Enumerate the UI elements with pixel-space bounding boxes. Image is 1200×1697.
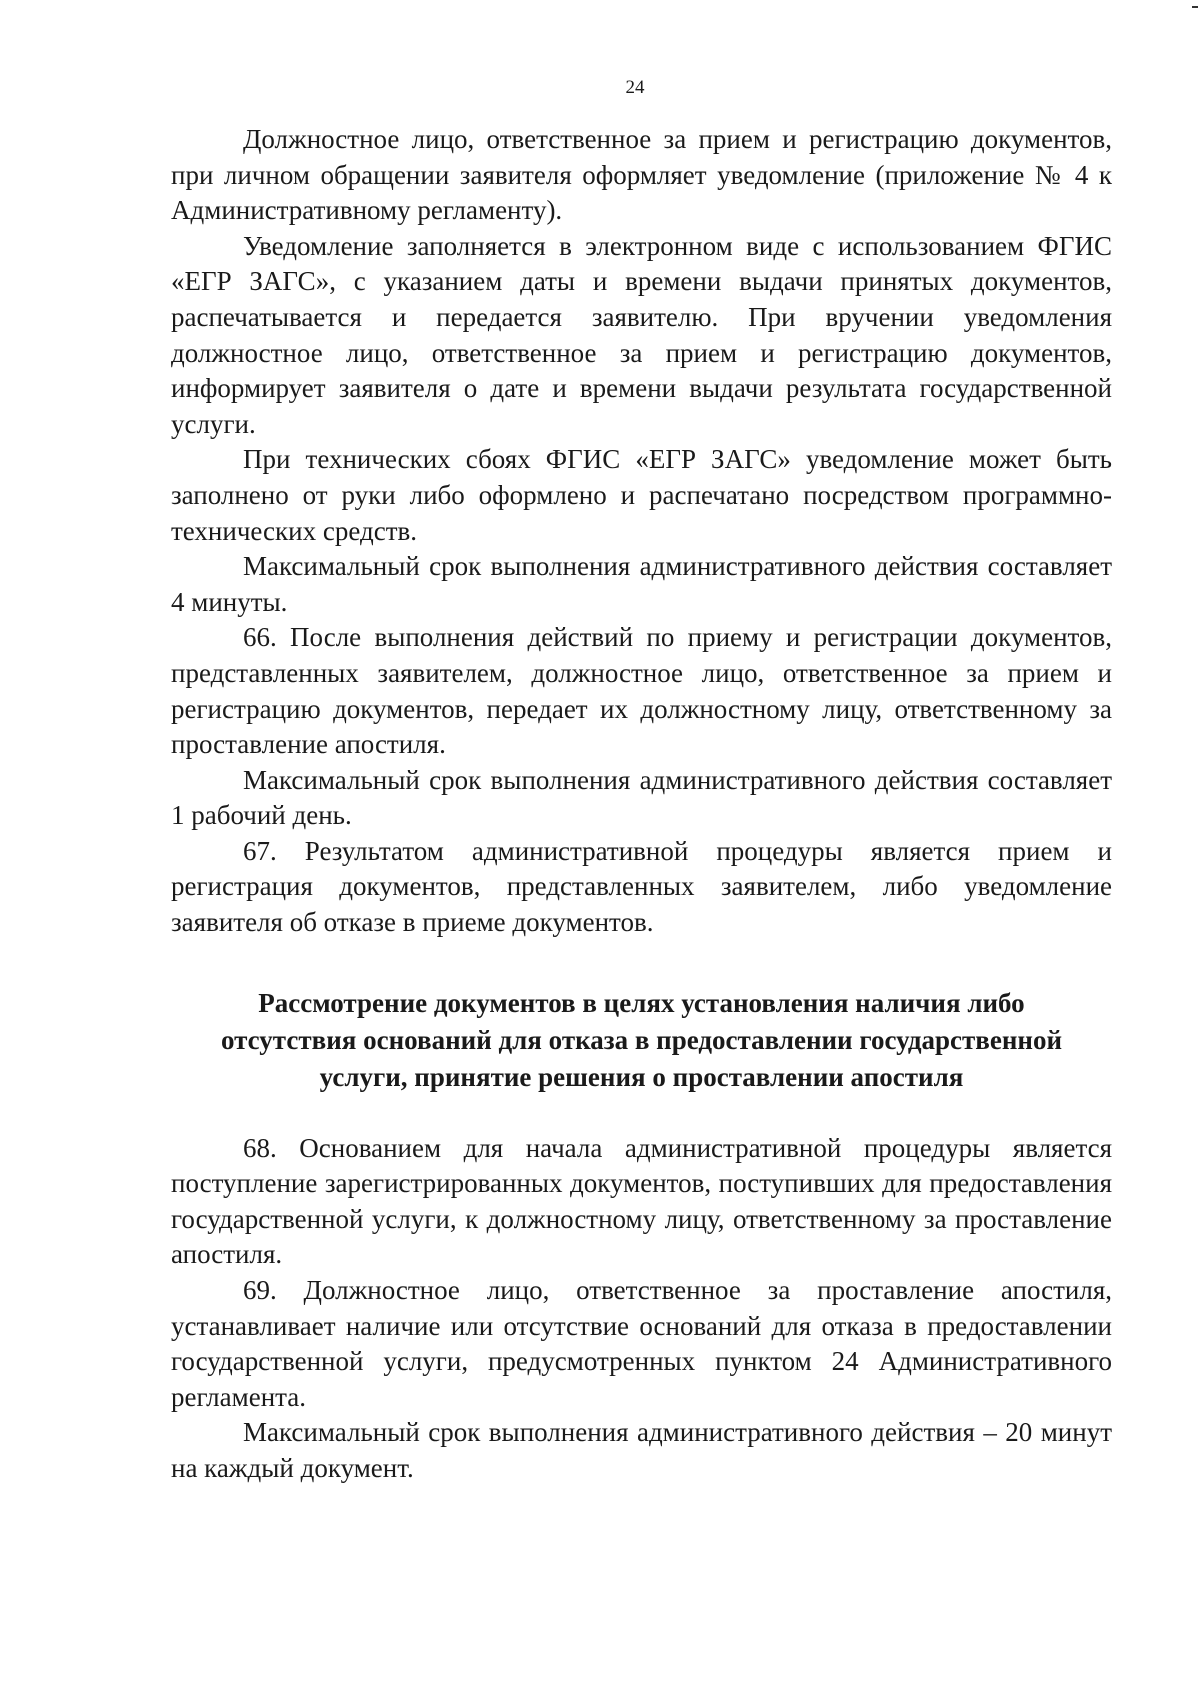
document-body <box>171 122 1112 1487</box>
paragraph-item-66: 66. После выполнения действий по приему и регистрации документов, представленных заявителем, должностное лицо, ответственное за прием и регистрацию документов, передает их должностному лицу, ответственному за проставление апостиля. <box>171 622 1112 760</box>
paragraph-max-time-1-day: Максимальный срок выполнения административного действия составляет 1 рабочий день. <box>171 764 1112 831</box>
section-heading <box>171 985 1112 1096</box>
paragraph-technical-failures: При технических сбоях ФГИС «ЕГР ЗАГС» уведомление может быть заполнено от руки либо оформлено и распечатано посредством программно-технических средств. <box>171 444 1112 546</box>
paragraph-notification-issuance: Должностное лицо, ответственное за прием и регистрацию документов, при личном обращении заявителя оформляет уведомление (приложение № 4 к Административному регламенту). <box>171 124 1112 226</box>
scan-artifact-mark <box>1192 6 1198 8</box>
section-heading-line-2: отсутствия оснований для отказа в предоставлении государственной <box>220 1024 1063 1055</box>
paragraph-max-time-20-minutes: Максимальный срок выполнения административного действия – 20 минут на каждый документ. <box>171 1417 1112 1483</box>
paragraph-item-69: 69. Должностное лицо, ответственное за проставление апостиля, устанавливает наличие или отсутствие оснований для отказа в предоставлении государственной услуги, предусмотренных пунктом 24 Административного регламента. <box>171 1275 1112 1412</box>
paragraph-item-67: 67. Результатом административной процедуры является прием и регистрация документов, представленных заявителем, либо уведомление заявителя об отказе в приеме документов. <box>171 835 1112 938</box>
paragraph-notification-filling: Уведомление заполняется в электронном виде с использованием ФГИС «ЕГР ЗАГС», с указанием даты и времени выдачи принятых документов, распечатывается и передается заявителю. При вручении уведомления должностное лицо, ответственное за прием и регистрацию документов, информирует заявителя о дате и времени выдачи результата государственной услуги. <box>171 230 1112 439</box>
paragraph-item-68: 68. Основанием для начала административной процедуры является поступление зарегистрированных документов, поступивших для предоставления государственной услуги, к должностному лицу, ответственному за проставление апостиля. <box>171 1132 1112 1270</box>
paragraph-max-time-4-minutes: Максимальный срок выполнения административного действия составляет 4 минуты. <box>171 551 1112 617</box>
section-heading-line-1: Рассмотрение документов в целях установления наличия либо <box>258 987 1025 1018</box>
page-number: 24 <box>625 77 645 98</box>
section-heading-line-3: услуги, принятие решения о проставлении апостиля <box>319 1061 964 1092</box>
